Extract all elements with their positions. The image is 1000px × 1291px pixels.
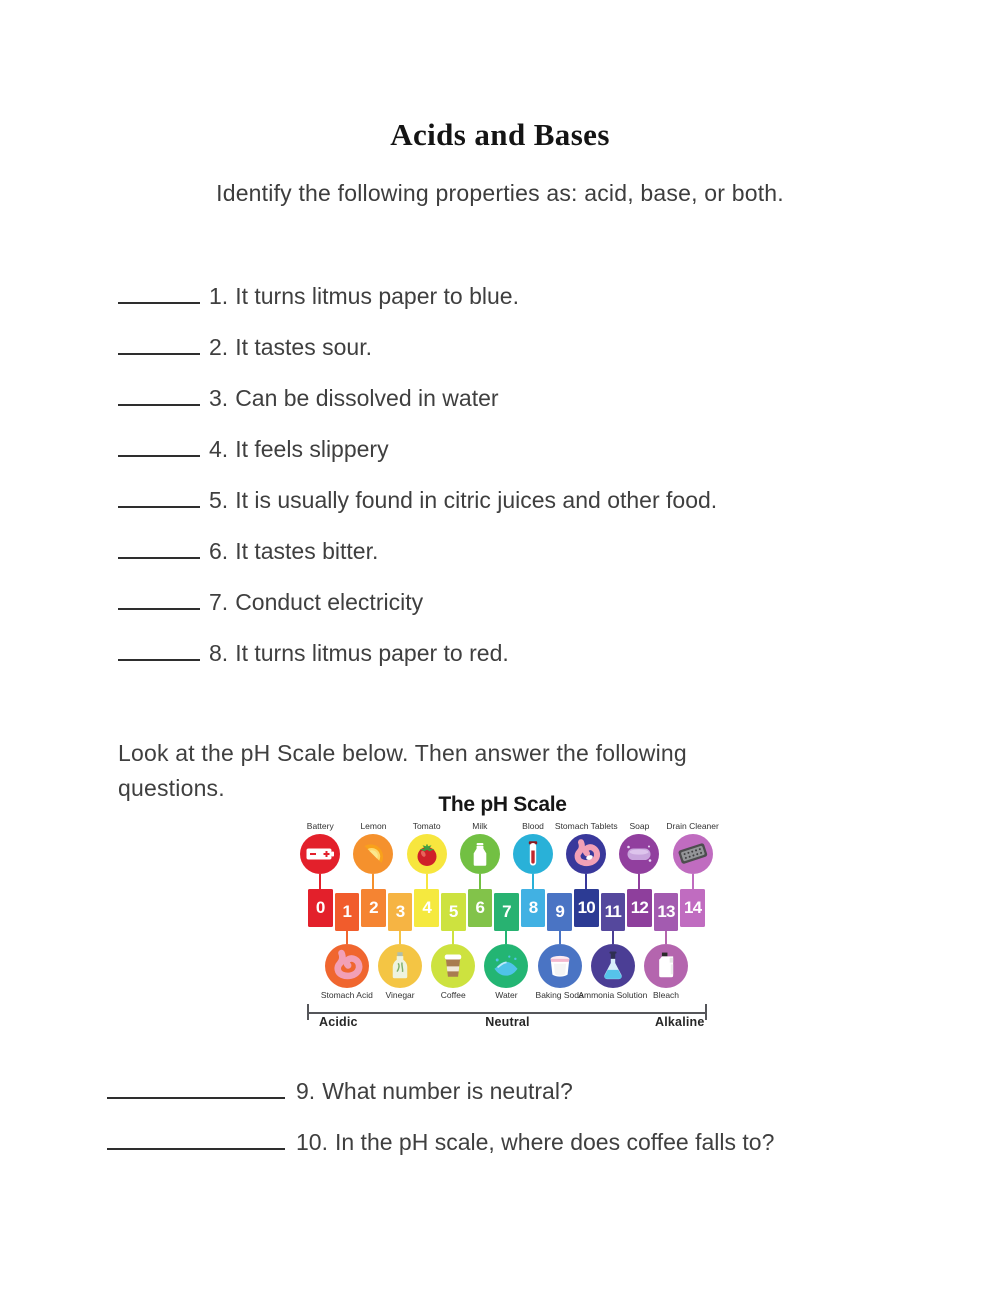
connector-line xyxy=(372,874,374,889)
ph-square: 8 xyxy=(521,889,546,927)
connector-line xyxy=(479,874,481,889)
question-row xyxy=(118,487,717,513)
question-text: It turns litmus paper to blue. xyxy=(235,283,519,309)
zone-label-acidic: Acidic xyxy=(319,1015,358,1029)
question-row xyxy=(107,1129,774,1155)
question-text: In the pH scale, where does coffee falls to? xyxy=(334,1129,775,1155)
ph-square: 2 xyxy=(361,889,386,927)
scale-item-water xyxy=(484,944,528,988)
answer-blank xyxy=(118,351,200,355)
connector-line xyxy=(319,874,321,889)
scale-item-baking-soda xyxy=(538,944,582,988)
question-number: 5. xyxy=(209,487,229,513)
scale-item-bleach xyxy=(644,944,688,988)
ph-square: 0 xyxy=(308,889,333,927)
coffee-icon xyxy=(431,944,475,988)
answer-blank xyxy=(118,504,200,508)
question-text: It feels slippery xyxy=(235,436,389,462)
connector-line xyxy=(532,874,534,889)
question-text: What number is neutral? xyxy=(322,1078,573,1104)
scale-item-label: Vinegar xyxy=(385,990,415,1000)
question-row xyxy=(118,640,717,666)
question-number: 4. xyxy=(209,436,229,462)
question-row xyxy=(118,334,717,360)
ph-square: 4 xyxy=(414,889,439,927)
connector-line xyxy=(452,931,454,944)
question-number: 8. xyxy=(209,640,229,666)
question-row xyxy=(118,283,717,309)
question-number: 6. xyxy=(209,538,229,564)
ph-scale-figure xyxy=(295,788,719,1038)
scale-item-label: Stomach Tablets xyxy=(554,821,618,831)
scale-item-ammonia-solution xyxy=(591,944,635,988)
question-number: 1. xyxy=(209,283,229,309)
scale-item-label: Tomato xyxy=(412,821,441,831)
question-number: 9. xyxy=(296,1078,316,1104)
ph-square: 9 xyxy=(547,893,572,931)
scale-item-drain-cleaner xyxy=(673,834,713,874)
connector-line xyxy=(505,931,507,944)
questions-list xyxy=(118,283,717,691)
vinegar-icon xyxy=(378,944,422,988)
lemon-icon xyxy=(353,834,393,874)
question-number: 7. xyxy=(209,589,229,615)
question-number: 10. xyxy=(296,1129,328,1155)
connector-line xyxy=(559,931,561,944)
scale-item-tomato xyxy=(407,834,447,874)
water-icon xyxy=(484,944,528,988)
ammonia-flask-icon xyxy=(591,944,635,988)
scale-item-label: Battery xyxy=(306,821,334,831)
milk-icon xyxy=(460,834,500,874)
question-text: Conduct electricity xyxy=(235,589,424,615)
drain-cleaner-icon xyxy=(673,834,713,874)
ph-square: 14 xyxy=(680,889,705,927)
zone-bracket-line xyxy=(308,1012,707,1014)
question-row xyxy=(107,1078,774,1104)
baking-soda-icon xyxy=(538,944,582,988)
ph-square: 13 xyxy=(654,893,679,931)
scale-item-label: Coffee xyxy=(440,990,466,1000)
connector-line xyxy=(638,874,640,889)
battery-icon xyxy=(300,834,340,874)
ph-square: 3 xyxy=(388,893,413,931)
connector-line xyxy=(426,874,428,889)
stomach-acid-icon xyxy=(325,944,369,988)
bleach-icon xyxy=(644,944,688,988)
scale-item-stomach-acid xyxy=(325,944,369,988)
question-number: 2. xyxy=(209,334,229,360)
scale-item-label: Ammonia Solution xyxy=(578,990,648,1000)
question-number: 3. xyxy=(209,385,229,411)
answer-blank xyxy=(118,606,200,610)
page-title: Acids and Bases xyxy=(390,117,610,152)
scale-item-label: Blood xyxy=(522,821,544,831)
scale-item-milk xyxy=(460,834,500,874)
connector-line xyxy=(665,931,667,944)
ph-square: 1 xyxy=(335,893,360,931)
connector-line xyxy=(612,931,614,944)
connector-line xyxy=(692,874,694,889)
blood-test-tube-icon xyxy=(513,834,553,874)
question-row xyxy=(118,385,717,411)
question-row xyxy=(118,436,717,462)
stomach-tablets-icon xyxy=(566,834,606,874)
ph-scale-title: The pH Scale xyxy=(438,793,567,816)
ph-square: 12 xyxy=(627,889,652,927)
scale-item-battery xyxy=(300,834,340,874)
instructions: Look at the pH Scale below. Then answer the following questions. xyxy=(118,740,687,801)
scale-item-label: Baking Soda xyxy=(535,990,584,1000)
scale-item-soap xyxy=(619,834,659,874)
connector-line xyxy=(346,931,348,944)
ph-square: 5 xyxy=(441,893,466,931)
question-text: Can be dissolved in water xyxy=(235,385,499,411)
ph-square: 6 xyxy=(468,889,493,927)
zone-label-neutral: Neutral xyxy=(485,1015,530,1029)
scale-item-stomach-tablets xyxy=(566,834,606,874)
scale-item-label: Stomach Acid xyxy=(320,990,373,1000)
subtitle: Identify the following properties as: acid, base, or both. xyxy=(216,180,784,206)
question-text: It tastes sour. xyxy=(235,334,372,360)
scale-questions-list xyxy=(107,1078,774,1180)
scale-item-label: Milk xyxy=(472,821,488,831)
connector-line xyxy=(399,931,401,944)
answer-blank xyxy=(118,402,200,406)
answer-blank xyxy=(118,300,200,304)
answer-blank xyxy=(118,555,200,559)
question-text: It tastes bitter. xyxy=(235,538,379,564)
scale-item-lemon xyxy=(353,834,393,874)
scale-item-label: Water xyxy=(495,990,518,1000)
soap-icon xyxy=(619,834,659,874)
scale-item-vinegar xyxy=(378,944,422,988)
ph-scale-canvas xyxy=(295,788,719,1038)
scale-item-coffee xyxy=(431,944,475,988)
ph-square: 7 xyxy=(494,893,519,931)
answer-blank xyxy=(118,657,200,661)
question-text: It turns litmus paper to red. xyxy=(235,640,509,666)
answer-blank xyxy=(107,1095,285,1099)
answer-blank xyxy=(118,453,200,457)
scale-item-blood xyxy=(513,834,553,874)
zone-label-alkaline: Alkaline xyxy=(655,1015,705,1029)
ph-square: 10 xyxy=(574,889,599,927)
question-row xyxy=(118,538,717,564)
question-text: It is usually found in citric juices and other food. xyxy=(235,487,718,513)
scale-item-label: Drain Cleaner xyxy=(666,821,719,831)
answer-blank xyxy=(107,1146,285,1150)
scale-item-label: Soap xyxy=(629,821,650,831)
question-row xyxy=(118,589,717,615)
scale-item-label: Lemon xyxy=(360,821,387,831)
connector-line xyxy=(585,874,587,889)
ph-square: 11 xyxy=(601,893,626,931)
tomato-icon xyxy=(407,834,447,874)
scale-item-label: Bleach xyxy=(653,990,680,1000)
